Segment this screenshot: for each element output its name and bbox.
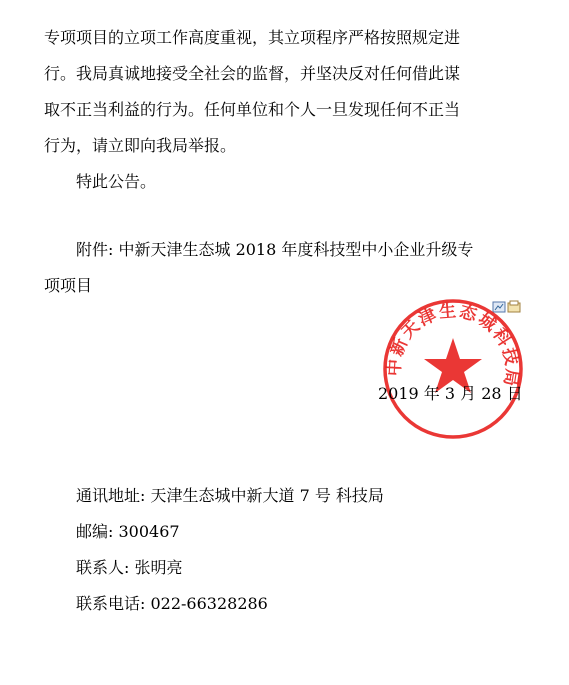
contact-person: 联系人: 张明亮 [76,558,183,577]
contact-phone: 联系电话: 022-66328286 [76,594,268,613]
closing-line: 特此公告。 [76,172,157,191]
body-line-3: 取不正当利益的行为。任何单位和个人一旦发现任何不正当 [44,100,461,119]
attachment-line-2: 项项目 [44,276,93,295]
body-line-2: 行。我局真诚地接受全社会的监督，并坚决反对任何借此谋 [44,64,461,83]
contact-postcode: 邮编: 300467 [76,522,180,541]
contact-address: 通讯地址: 天津生态城中新大道 7 号 科技局 [76,486,384,505]
body-line-1: 专项项目的立项工作高度重视，其立项程序严格按照规定进 [44,28,461,47]
signing-date: 2019 年 3 月 28 日 [378,384,523,403]
seal-text: 中新天津生态城科技局 [384,301,522,390]
official-seal [380,296,526,442]
attachment-line-1: 附件: 中新天津生态城 2018 年度科技型中小企业升级专 [76,240,474,259]
body-line-4: 行为，请立即向我局举报。 [44,136,237,155]
